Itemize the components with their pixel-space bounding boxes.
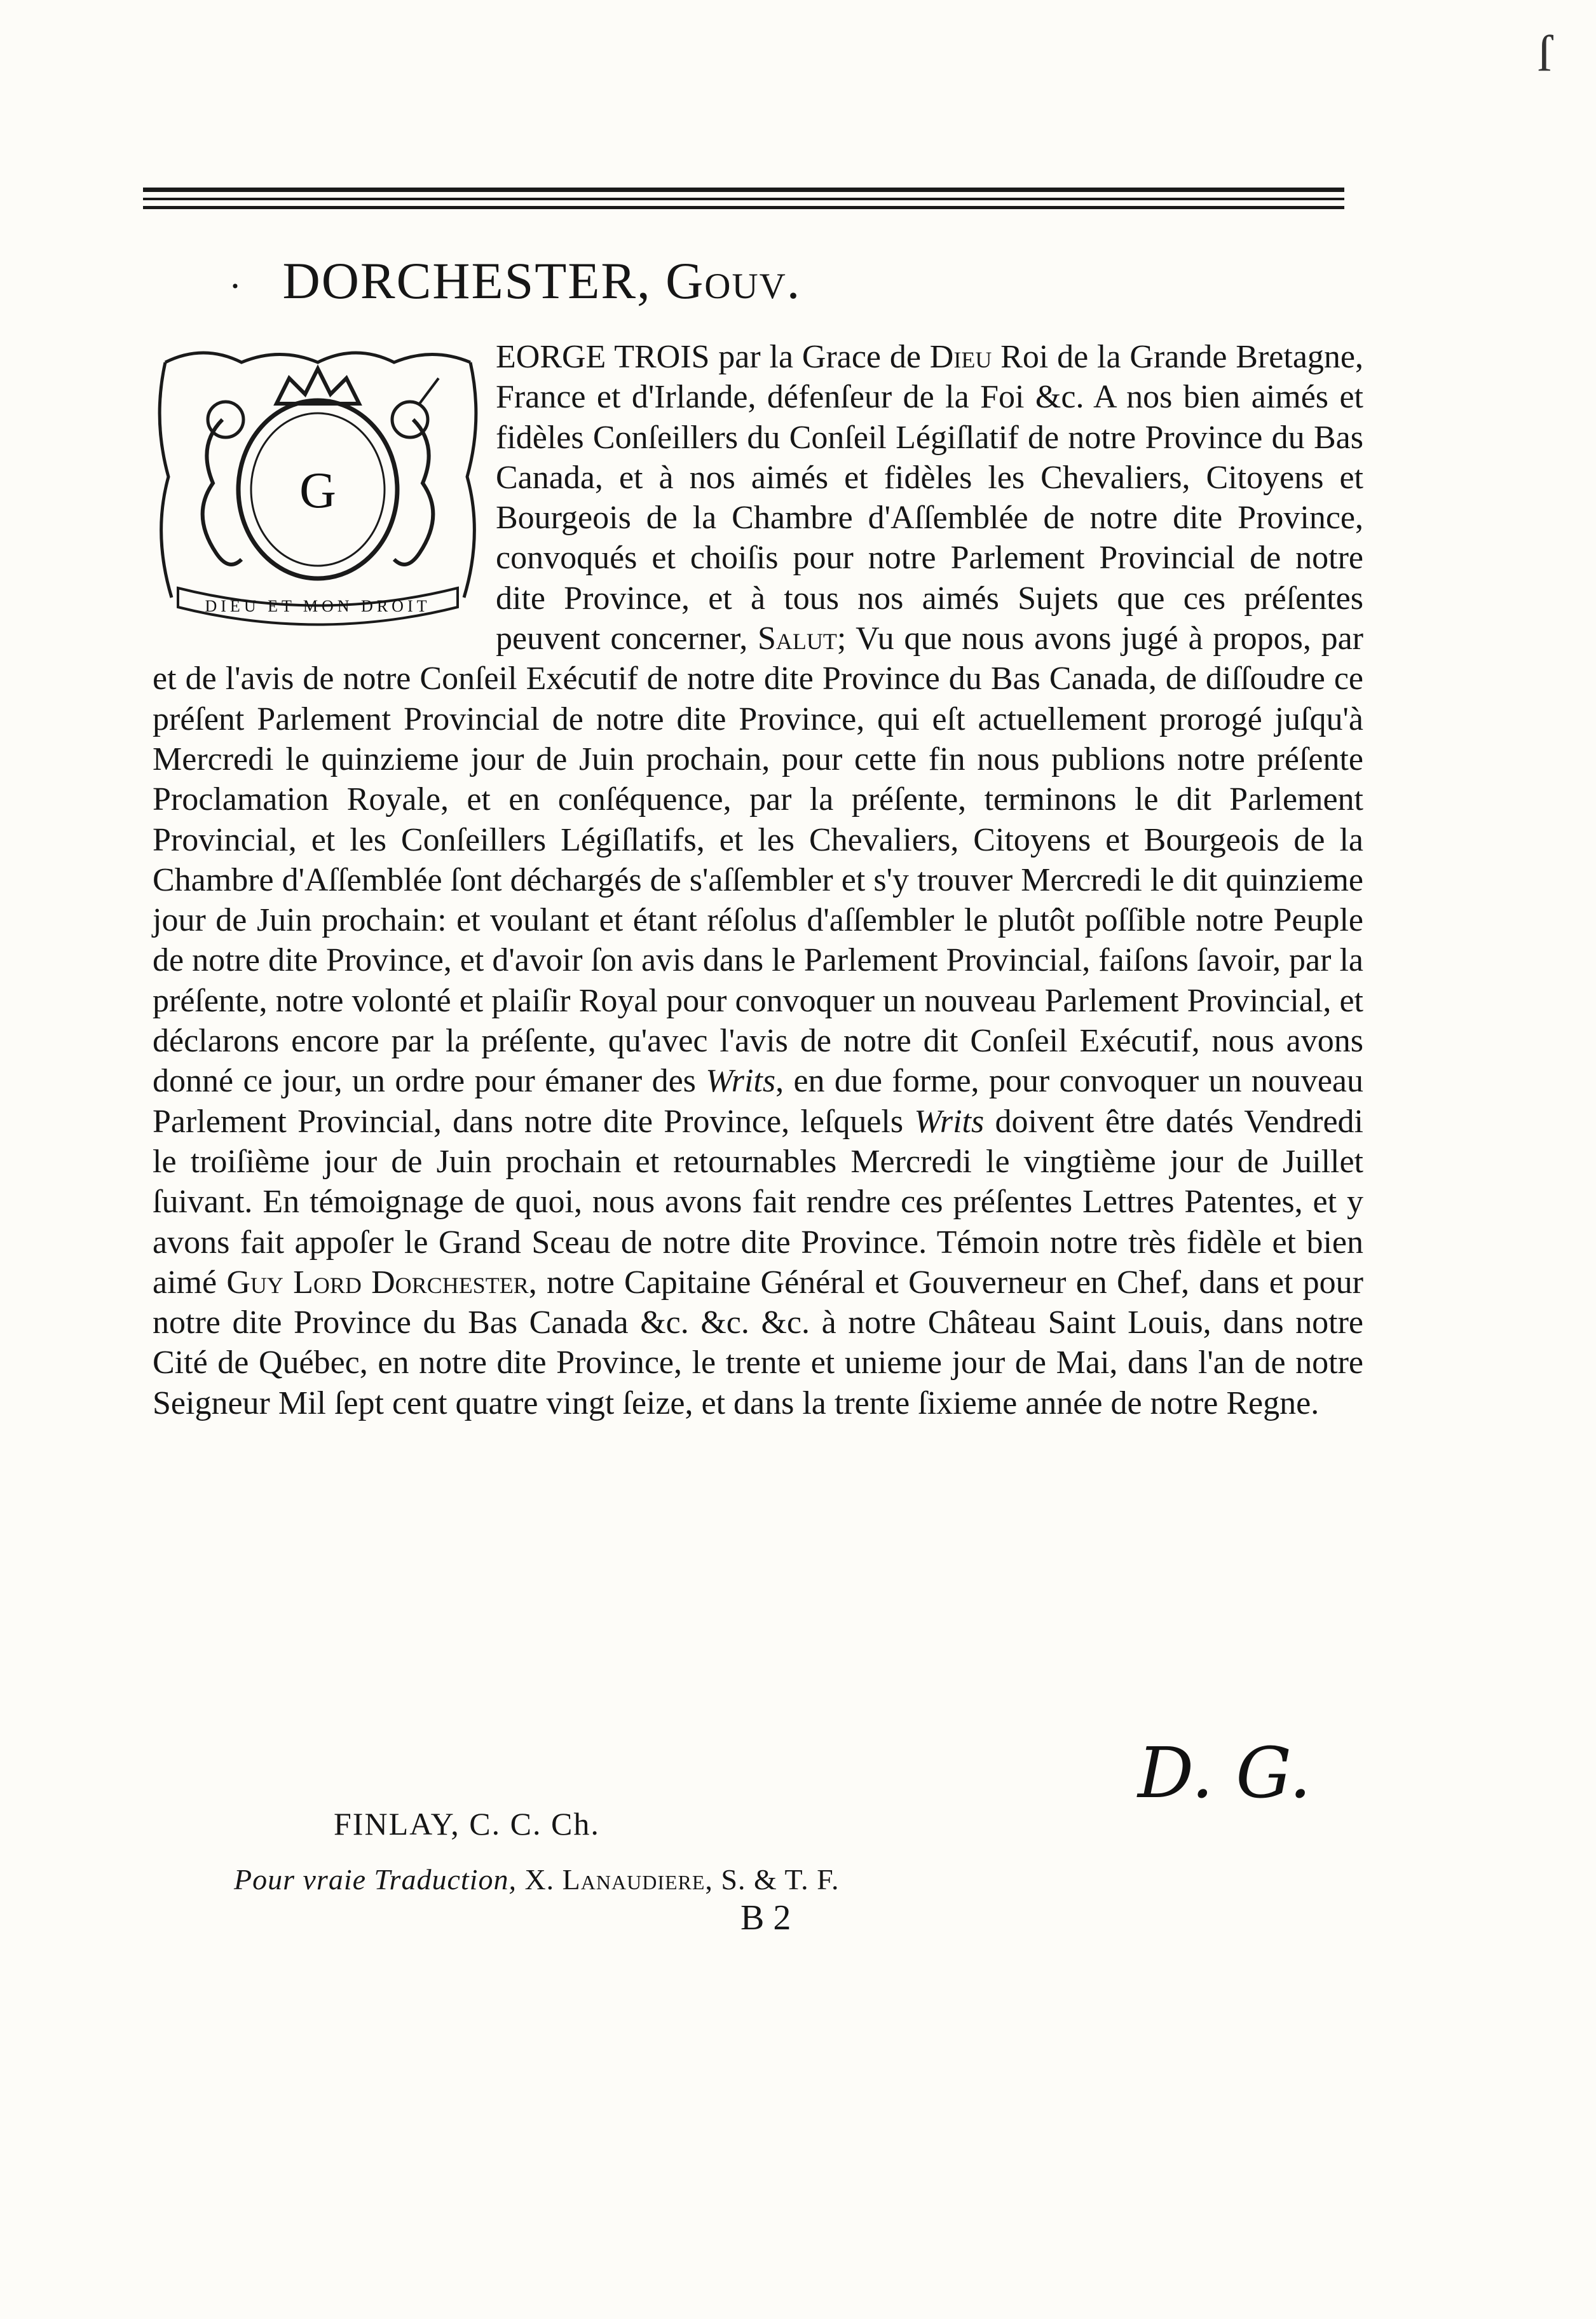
governor-full-name: Guy Lord Dorchester,: [226, 1264, 537, 1301]
crest-motto: DIEU ET MON DROIT: [205, 597, 431, 615]
crest-initial: G: [299, 463, 336, 519]
proclamation-body: [153, 337, 1363, 1423]
page-heading: [229, 251, 801, 311]
decorative-rule: [143, 188, 1344, 213]
heading-bullet: ·: [229, 264, 243, 307]
governor-name: DORCHESTER,: [282, 252, 651, 310]
proclamation-text: EORGE TROIS par la Grace de Dieu Roi de la Grande Bretagne, France et d'Irlande, défenſeur de la Foi &c. A nos bien aimés et fidèles Conſeillers du Conſeil Légiſlatif de notre Province du Bas Canada, et à nos aimés et fidèles les Chevaliers, Citoyens et Bourgeois de la Chambre d'Aſſemblée de notre dite Province, convoqués et choiſis pour notre Parlement Provincial de notre dite Province, et à tous nos aimés Sujets que ces préſentes peuvent concerner, Salut; Vu que nous avons jugé à propos, par et de l'avis de notre Conſeil Exécutif de notre dite Province du Bas Canada, de diſſoudre ce préſent Parlement Provincial de notre dite Province, qui eſt actuellement prorogé juſqu'à Mercredi le quinzieme jour de Juin prochain, pour cette fin nous publions notre préſente Proclamation Royale, et en conſéquence, par la préſente, terminons le dit Parlement Provincial, et les Conſeillers Légiſlatifs, et les Chevaliers, Citoyens et Bourgeois de la Chambre d'Aſſemblée ſont déchargés de s'aſſembler et s'y trouver Mercredi le dit quinzieme jour de Juin prochain: et voulant et étant réſolus d'aſſembler le plutôt poſſible notre Peuple de notre dite Province, et d'avoir ſon avis dans le Parlement Provincial, faiſons ſavoir, par la préſente, notre volonté et plaiſir Royal pour convoquer un nouveau Parlement Provincial, et déclarons encore par la préſente, qu'avec l'avis de notre dit Conſeil Exécutif, nous avons donné ce jour, un ordre pour émaner des Writs, en due forme, pour convoquer un nouveau Parlement Provincial, dans notre dite Province, leſquels Writs doivent être datés Vendredi le troiſième jour de Juin prochain et retournables Mercredi le vingtième jour de Juillet ſuivant. En témoignage de quoi, nous avons fait rendre ces préſentes Lettres Patentes, et y avons fait appoſer le Grand Sceau de notre dite Province. Témoin notre très fidèle et bien aimé Guy Lord Dorchester, notre Capitaine Général et Gouverneur en Chef, dans et pour notre dite Province du Bas Canada &c. &c. &c. à notre Château Saint Louis, dans notre Cité de Québec, en notre dite Province, le trente et unieme jour de Mai, dans l'an de notre Seigneur Mil ſept cent quatre vingt ſeize, et dans la trente ſixieme année de notre Regne.: [153, 339, 1364, 1421]
governor-title: Gouv.: [665, 252, 801, 310]
clerk-signature: FINLAY, C. C. Ch.: [334, 1806, 600, 1842]
royal-coat-of-arms-icon: [153, 343, 483, 629]
salut-word: Salut;: [757, 620, 847, 657]
translator-line: Pour vraie Traduction, X. Lanaudiere, S. & T. F.: [234, 1863, 840, 1896]
margin-mark: ſ: [1537, 26, 1552, 82]
printer-signature-mark: B 2: [740, 1898, 791, 1938]
handwritten-signature: D. G.: [1138, 1732, 1312, 1814]
